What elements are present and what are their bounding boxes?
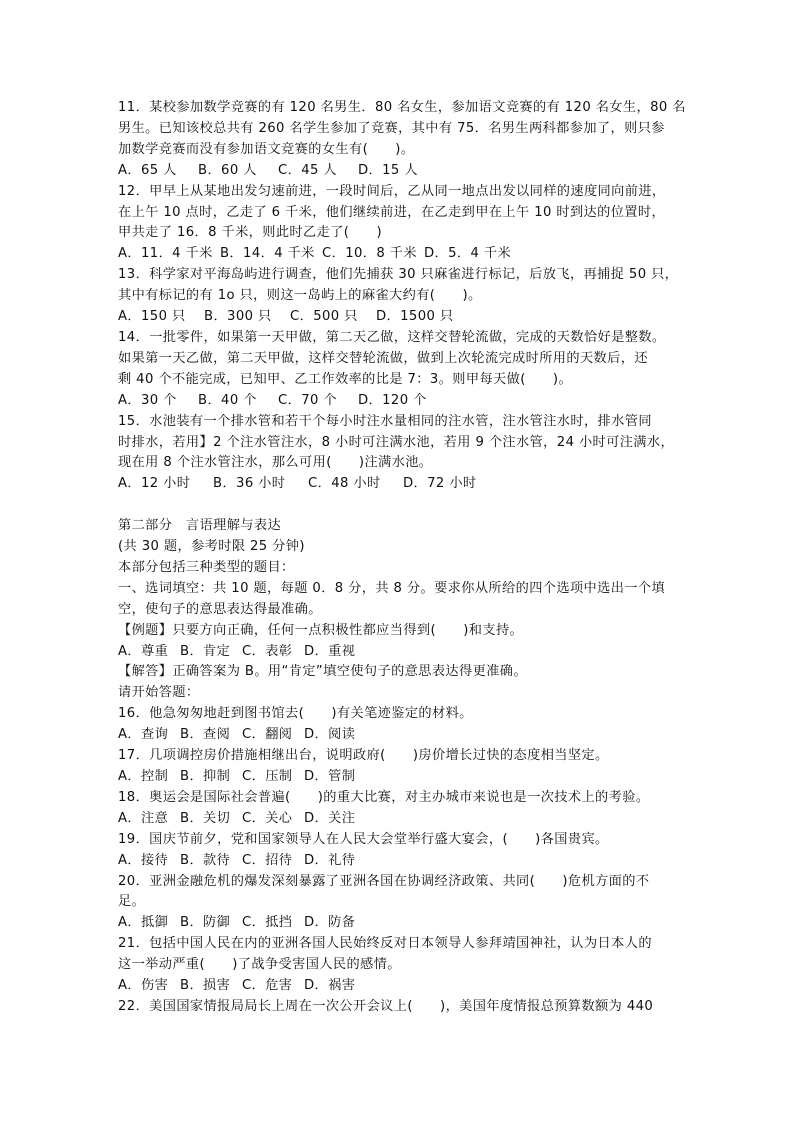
- option-d: D．礼待: [304, 852, 356, 868]
- question-text: 13．科学家对平海岛屿进行调查，他们先捕获 30 只麻雀进行标记，后放飞，再捕捉 50 只，: [118, 267, 679, 283]
- question-15: [118, 412, 678, 496]
- question-17: [118, 746, 678, 788]
- options-row: [118, 474, 678, 495]
- option-a: A．尊重: [118, 643, 169, 659]
- option-b: B．损害: [180, 978, 231, 994]
- question-text: 现在用 8 个注水管注水，那么可用( )注满水池。: [118, 455, 433, 471]
- options-row: [118, 976, 678, 997]
- question-text: 其中有标记的有 1o 只，则这一岛屿上的麻雀大约有( )。: [118, 288, 482, 304]
- blank-line: [118, 495, 678, 516]
- option-d: D．祸害: [304, 978, 356, 994]
- option-a: A．接待: [118, 852, 169, 868]
- question-11: [118, 98, 686, 182]
- option-b: B．14．4 千米: [220, 246, 315, 262]
- option-c: C．压制: [242, 768, 293, 784]
- question-text: 这一举动严重( )了战争受害国人民的感情。: [118, 957, 401, 973]
- option-d: D．5．4 千米: [424, 246, 512, 262]
- option-d: D．管制: [304, 768, 356, 784]
- options-row: [118, 851, 678, 872]
- option-a: A．控制: [118, 768, 169, 784]
- question-text: 20．亚洲金融危机的爆发深刻暴露了亚洲各国在协调经济政策、共同( )危机方面的不: [118, 873, 650, 889]
- section-intro: 本部分包括三种类型的题目：: [118, 559, 295, 575]
- question-20: [118, 872, 678, 935]
- option-a: A．11．4 千米: [118, 246, 213, 262]
- option-b: B．60 人: [198, 162, 257, 178]
- option-c: C．翻阅: [242, 727, 293, 743]
- option-d: D．120 个: [358, 392, 427, 408]
- question-text: 15．水池装有一个排水管和若干个每小时注水量相同的注水管，注水管注水时，排水管同: [118, 413, 652, 429]
- option-c: C．45 人: [278, 162, 337, 178]
- option-d: D．关注: [304, 810, 356, 826]
- option-a: A．查询: [118, 727, 169, 743]
- option-c: C．500 只: [290, 309, 358, 325]
- option-b: B．款待: [180, 852, 231, 868]
- option-c: C．70 个: [278, 392, 337, 408]
- question-text: 22．美国国家情报局局长上周在一次公开会议上( )，美国年度情报总预算数额为 440: [118, 998, 654, 1014]
- part-two-header: [118, 516, 678, 704]
- question-text: 17．几项调控房价措施相继出台，说明政府( )房价增长过快的态度相当坚定。: [118, 748, 609, 764]
- option-a: A．30 个: [118, 392, 177, 408]
- option-b: B．查阅: [180, 727, 231, 743]
- question-text: 21．包括中国人民在内的亚洲各国人民始终反对日本领导人参拜靖国神社，认为日本人的: [118, 936, 652, 952]
- option-c: C．表彰: [242, 643, 293, 659]
- question-text: 足。: [118, 894, 146, 910]
- document-page: [118, 98, 686, 1018]
- question-text: 18．奥运会是国际社会普遍( )的重大比赛，对主办城市来说也是一次技术上的考验。: [118, 789, 650, 805]
- section-title: 第二部分 言语理解与表达: [118, 518, 282, 534]
- option-b: B．关切: [180, 810, 231, 826]
- section-instruction: 空，使句子的意思表达得最准确。: [118, 601, 322, 617]
- question-text: 甲共走了 16．8 千米，则此时乙走了( ): [118, 225, 383, 241]
- option-d: D．72 小时: [403, 476, 477, 492]
- option-b: B．抑制: [180, 768, 231, 784]
- options-row: [118, 809, 678, 830]
- question-text: 在上午 10 点时，乙走了 6 千米，他们继续前进，在乙走到甲在上午 10 时到达的位置时，: [118, 204, 666, 220]
- question-text: 11．某校参加数学竞赛的有 120 名男生．80 名女生，参加语文竞赛的有 120 名女生，80 名: [118, 100, 686, 115]
- option-a: A．65 人: [118, 162, 177, 178]
- option-b: B．36 小时: [213, 476, 286, 492]
- option-b: B．肯定: [180, 643, 231, 659]
- question-21: [118, 934, 678, 997]
- question-16: [118, 704, 678, 746]
- option-d: D．1500 只: [376, 309, 454, 325]
- example-question: 【例题】只要方向正确，任何一点积极性都应当得到( )和支持。: [118, 622, 524, 638]
- options-row: [118, 307, 678, 328]
- question-text: 19．国庆节前夕，党和国家领导人在人民大会堂举行盛大宴会，( )各国贵宾。: [118, 831, 609, 847]
- option-b: B．40 个: [198, 392, 257, 408]
- option-b: B．300 只: [204, 309, 272, 325]
- option-c: C．关心: [242, 810, 293, 826]
- question-text: 16．他急匆匆地赶到图书馆去( )有关笔迹鉴定的材料。: [118, 706, 473, 722]
- options-row: [118, 767, 678, 788]
- question-22: [118, 997, 678, 1018]
- question-14: [118, 328, 678, 412]
- option-a: A．12 小时: [118, 476, 191, 492]
- section-instruction: 一、选词填空：共 10 题，每题 0．8 分，共 8 分。要求你从所给的四个选项中选出一个填: [118, 580, 666, 596]
- section-subtitle: (共 30 题，参考时限 25 分钟): [118, 539, 305, 555]
- option-c: C．48 小时: [308, 476, 381, 492]
- option-c: C．抵挡: [242, 915, 293, 931]
- options-row: [118, 642, 678, 663]
- option-a: A．伤害: [118, 978, 169, 994]
- option-c: C．招待: [242, 852, 293, 868]
- options-row: [118, 725, 678, 746]
- option-d: D．阅读: [304, 727, 356, 743]
- option-b: B．防御: [180, 915, 231, 931]
- option-c: C．10．8 千米: [322, 246, 417, 262]
- option-a: A．注意: [118, 810, 169, 826]
- question-19: [118, 830, 678, 872]
- question-text: 加数学竞赛而没有参加语文竞赛的女生有( )。: [118, 141, 415, 157]
- question-text: 剩 40 个不能完成，已知甲、乙工作效率的比是 7：3。则甲每天做( )。: [118, 371, 573, 387]
- option-a: A．150 只: [118, 309, 186, 325]
- options-row: [118, 161, 678, 182]
- option-a: A．抵御: [118, 915, 169, 931]
- example-answer: 【解答】正确答案为 B。用“肯定”填空使句子的意思表达得更准确。: [118, 664, 527, 680]
- option-d: D．防备: [304, 915, 356, 931]
- question-text: 12．甲早上从某地出发匀速前进，一段时间后，乙从同一地点出发以同样的速度同向前进，: [118, 183, 666, 199]
- question-18: [118, 788, 678, 830]
- options-row: [118, 913, 678, 934]
- question-12: [118, 182, 678, 266]
- question-text: 时排水，若用】2 个注水管注水，8 小时可注满水池，若用 9 个注水管，24 小时可注满水，: [118, 434, 675, 450]
- question-text: 男生。已知该校总共有 260 名学生参加了竞赛，其中有 75．名男生两科都参加了，则只参: [118, 120, 665, 136]
- option-d: D．重视: [304, 643, 356, 659]
- question-text: 如果第一天乙做，第二天甲做，这样交替轮流做，做到上次轮流完成时所用的天数后，还: [118, 350, 648, 366]
- start-prompt: 请开始答题：: [118, 685, 200, 701]
- option-d: D．15 人: [358, 162, 418, 178]
- option-c: C．危害: [242, 978, 293, 994]
- question-13: [118, 265, 678, 328]
- options-row: [118, 244, 678, 265]
- question-text: 14．一批零件，如果第一天甲做，第二天乙做，这样交替轮流做，完成的天数恰好是整数。: [118, 329, 666, 345]
- options-row: [118, 391, 678, 412]
